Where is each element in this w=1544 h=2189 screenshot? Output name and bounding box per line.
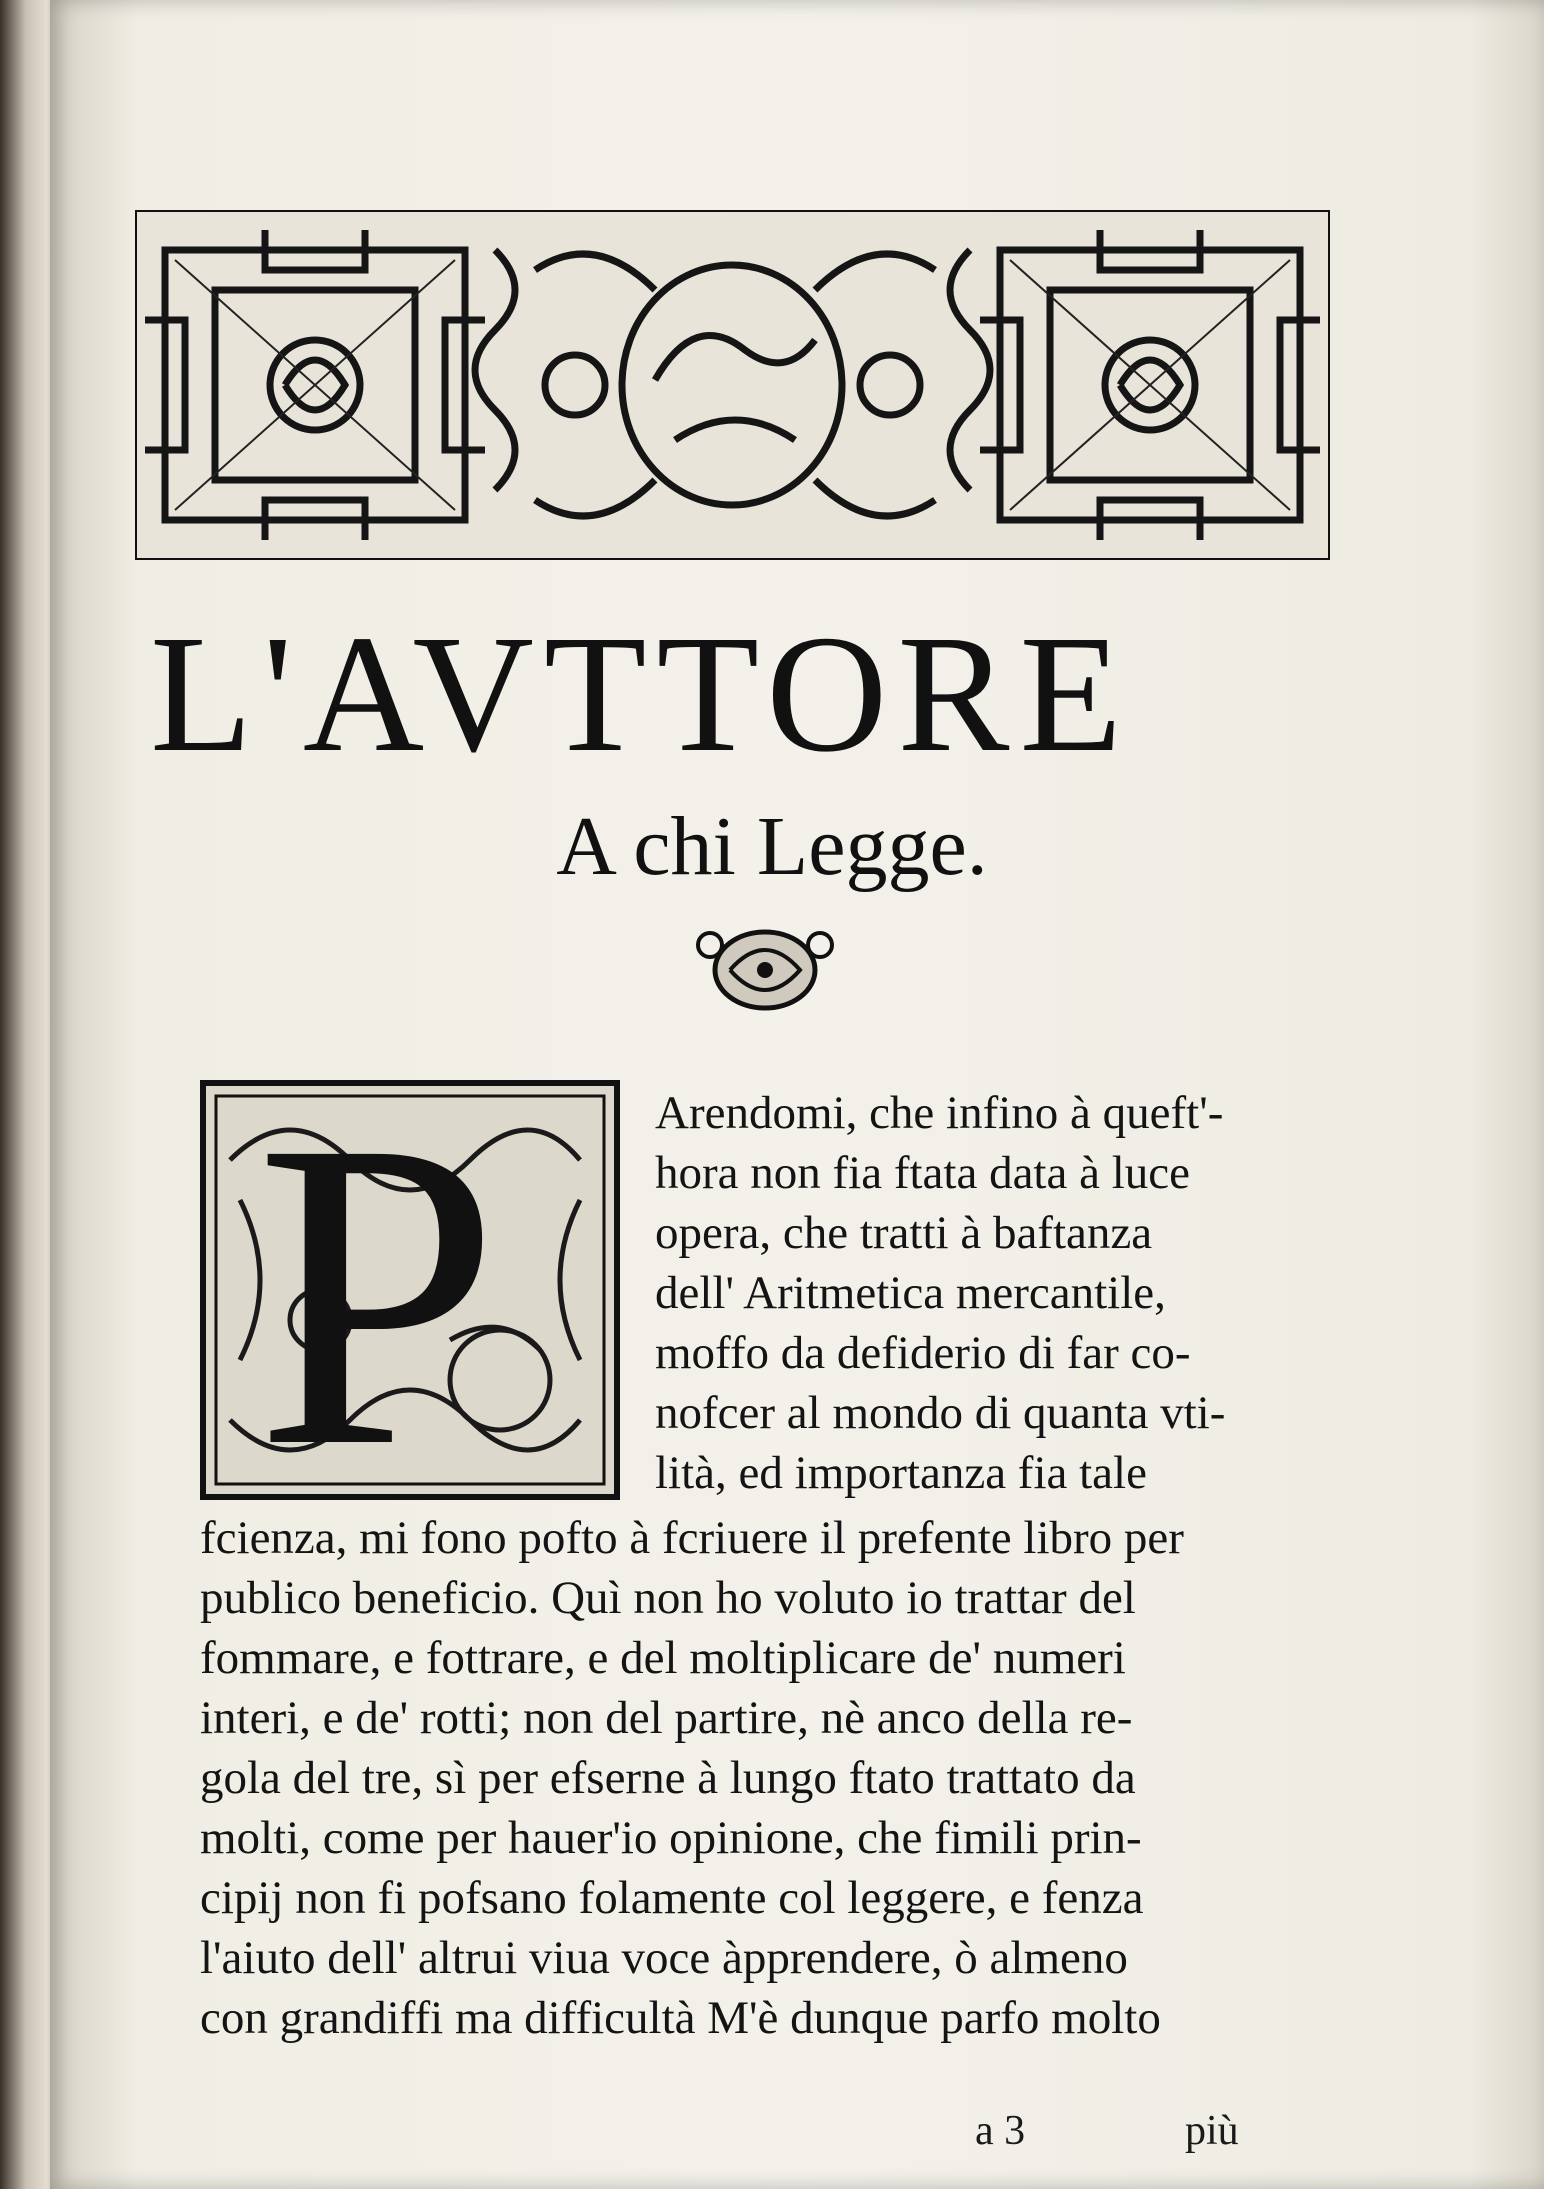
text-line: cipij non fi pofsano folamente col leggere, e fenza bbox=[200, 1872, 1144, 1924]
text-line: molti, come per hauer'io opinione, che fimili prin- bbox=[200, 1812, 1142, 1864]
text-line: gola del tre, sì per efserne à lungo ftato trattato da bbox=[200, 1752, 1136, 1804]
text-line-indented: nofcer al mondo di quanta vti- bbox=[655, 1387, 1226, 1439]
text-line-indented: opera, che tratti à baftanza bbox=[655, 1207, 1153, 1259]
text-line-indented: hora non fia ftata data à luce bbox=[655, 1147, 1190, 1199]
page-subtitle: A chi Legge. bbox=[556, 800, 988, 893]
text-line-indented: dell' Aritmetica mercantile, bbox=[655, 1267, 1166, 1319]
text-line: interi, e de' rotti; non del partire, nè anco della re- bbox=[200, 1692, 1133, 1744]
woodcut-headpiece bbox=[135, 210, 1330, 560]
text-line-indented: lità, ed importanza fia tale bbox=[655, 1447, 1147, 1499]
text-line-indented: moffo da defiderio di far co- bbox=[655, 1327, 1191, 1379]
catchword: più bbox=[1185, 2108, 1239, 2154]
drop-cap-initial bbox=[200, 1051, 620, 1538]
page-title: L'AVTTORE bbox=[150, 601, 1133, 787]
text-line: l'aiuto dell' altrui viua voce àpprendere, ò almeno bbox=[200, 1932, 1128, 1984]
signature-mark: a 3 bbox=[975, 2108, 1026, 2154]
text-line-indented: Arendomi, che infino à queft'- bbox=[655, 1087, 1224, 1139]
text-line: fcienza, mi fono pofto à fcriuere il prefente libro per bbox=[200, 1512, 1184, 1564]
fleuron-ornament bbox=[690, 915, 840, 1015]
drop-cap-letter: P bbox=[255, 1051, 500, 1538]
text-line: fommare, e fottrare, e del moltiplicare de' numeri bbox=[200, 1632, 1126, 1684]
text-line: con grandiffi ma difficultà M'è dunque parfo molto bbox=[200, 1992, 1161, 2044]
text-line: publico beneficio. Quì non ho voluto io trattar del bbox=[200, 1572, 1136, 1624]
